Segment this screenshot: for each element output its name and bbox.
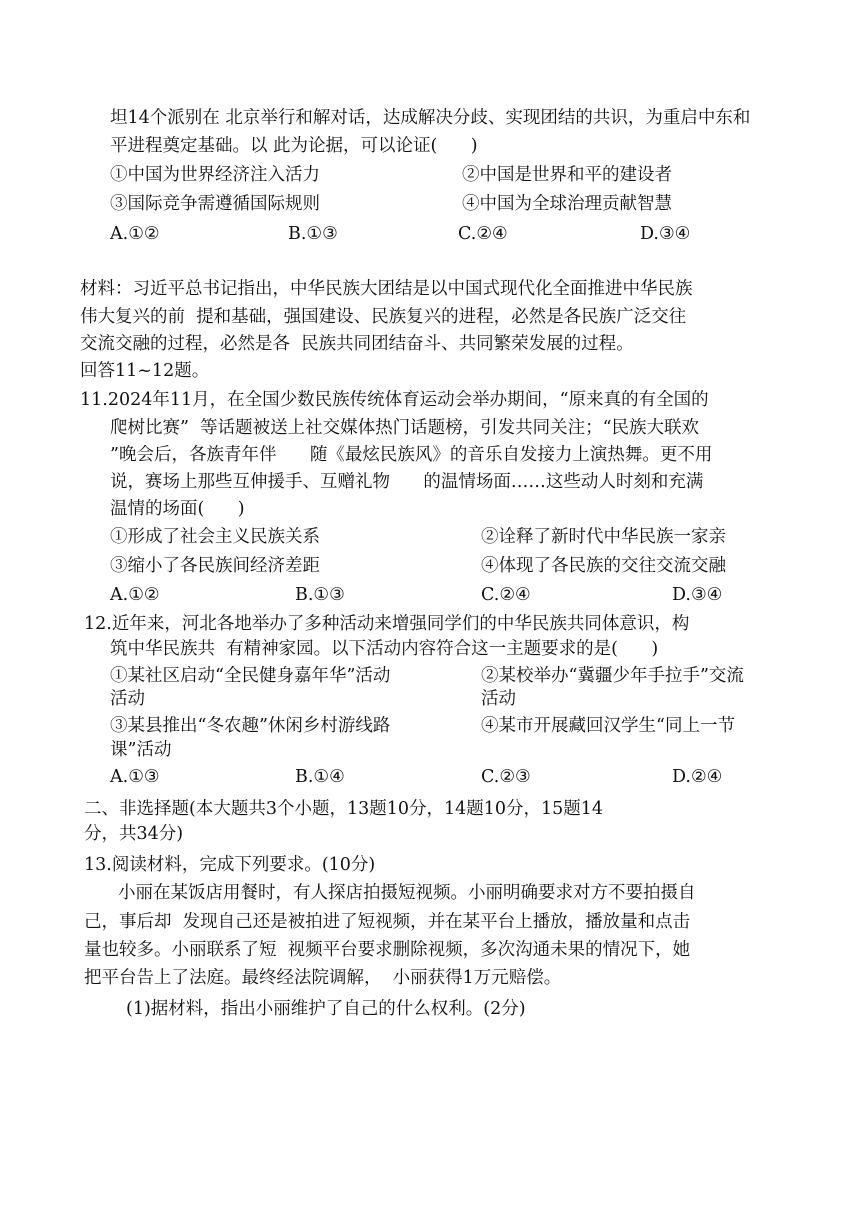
section2-line: 分，共34分) [84,824,184,844]
q13-para-line: 把平台告上了法庭。最终经法院调解， 小丽获得1万元赔偿。 [84,968,562,988]
q13-para-line: 量也较多。小丽联系了短 视频平台要求删除视频，多次沟通未果的情况下，她 [84,940,691,960]
q11-stem-line: 爬树比赛” 等话题被送上社交媒体热门话题榜，引发共同关注；“民族大联欢 [110,418,700,438]
q11-choice-c: C.②④ [481,585,531,605]
q11-stem-line: 11.2024年11月，在全国少数民族传统体育运动会举办期间，“原来真的有全国的 [80,390,709,410]
q10-choice-b: B.①③ [288,224,338,244]
q10-statement: ③国际竞争需遵循国际规则 [110,194,320,214]
q12-statement: ③某县推出“冬农趣”休闲乡村游线路 [110,716,391,736]
q11-statement: ④体现了各民族的交往交流交融 [481,556,726,576]
q10-stem-line: 平进程奠定基础。以 此为论据，可以论证( ) [110,136,478,156]
q12-stem-line: 筑中华民族共 有精神家园。以下活动内容符合这一主题要求的是( ) [110,639,659,659]
q13-para-line: 己，事后却 发现自己还是被拍进了短视频，并在某平台上播放，播放量和点击 [84,912,691,932]
q11-stem-line: 说，赛场上那些互伸援手、互赠礼物 的温情场面……这些动人时刻和充满 [110,472,704,492]
q11-stem-line: 温情的场面( ) [110,499,245,519]
material-line: 交流交融的过程，必然是各 民族共同团结奋斗、共同繁荣发展的过程。 [80,334,634,354]
q11-choice-a: A.①② [110,585,160,605]
q10-statement: ①中国为世界经济注入活力 [110,165,320,185]
q10-stem-line: 坦14个派别在 北京举行和解对话，达成解决分歧、实现团结的共识，为重启中东和 [110,108,751,128]
q10-statement: ②中国是世界和平的建设者 [462,165,672,185]
material-line: 伟大复兴的前 提和基础，强国建设、民族复兴的进程，必然是各民族广泛交往 [80,307,687,327]
material-line: 回答11~12题。 [80,361,210,381]
q11-statement: ②诠释了新时代中华民族一家亲 [481,527,726,547]
q11-choice-d: D.③④ [672,585,723,605]
q10-choice-d: D.③④ [640,224,691,244]
section2-line: 二、非选择题(本大题共3个小题，13题10分，14题10分，15题14 [84,799,604,819]
q12-stem-line: 12.近年来，河北各地举办了多种活动来增强同学们的中华民族共同体意识，构 [84,614,690,634]
q12-statement-cont: 活动 [110,689,145,709]
q12-choice-d: D.②④ [672,767,723,787]
q13-subquestion-1: (1)据材料，指出小丽维护了自己的什么权利。(2分) [126,999,526,1019]
q11-statement: ①形成了社会主义民族关系 [110,527,320,547]
material-line: 材料：习近平总书记指出，中华民族大团结是以中国式现代化全面推进中华民族 [80,279,693,299]
q10-choice-a: A.①② [110,224,160,244]
q13-title: 13.阅读材料，完成下列要求。(10分) [84,855,376,875]
q11-statement: ③缩小了各民族间经济差距 [110,556,320,576]
q11-stem-line: ”晚会后，各族青年伴 随《最炫民族风》的音乐自发接力上演热舞。更不用 [110,445,713,465]
q10-choice-c: C.②④ [458,224,508,244]
q12-choice-a: A.①③ [110,767,160,787]
q13-para-line: 小丽在某饭店用餐时，有人探店拍摄短视频。小丽明确要求对方不要拍摄自 [118,883,696,903]
q12-statement: ②某校举办“冀疆少年手拉手”交流 [481,666,744,686]
q12-choice-c: C.②③ [481,767,531,787]
q12-statement: ④某市开展藏回汉学生“同上一节 [481,716,735,736]
q12-choice-b: B.①④ [295,767,345,787]
q11-choice-b: B.①③ [295,585,345,605]
q12-statement-cont: 活动 [481,689,516,709]
q10-statement: ④中国为全球治理贡献智慧 [462,194,672,214]
q12-statement-cont: 课”活动 [110,740,172,760]
q12-statement: ①某社区启动“全民健身嘉年华”活动 [110,666,391,686]
